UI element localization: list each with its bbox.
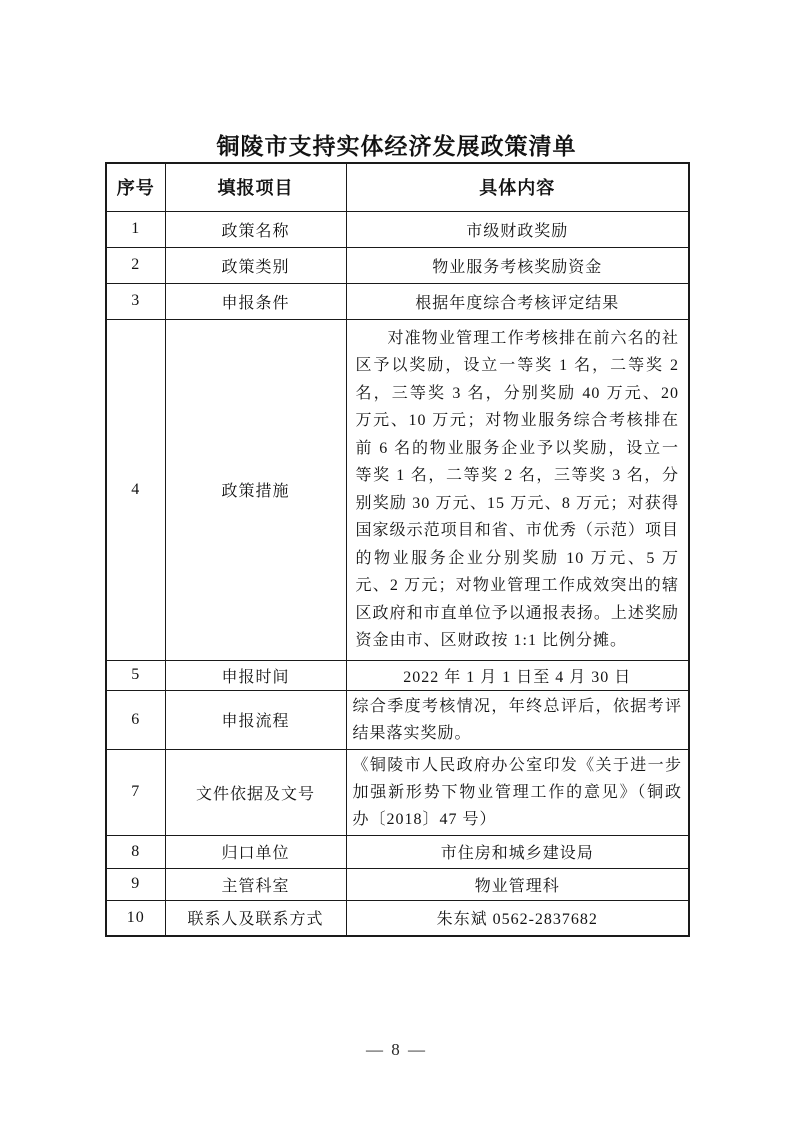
row-item-label: 归口单位 — [165, 835, 346, 868]
row-number: 8 — [106, 835, 165, 868]
table-row — [106, 690, 689, 749]
row-content: 综合季度考核情况，年终总评后，依据考评结果落实奖励。 — [346, 690, 689, 749]
table-row — [106, 211, 689, 247]
header-specific-content: 具体内容 — [346, 163, 689, 211]
row-number: 9 — [106, 868, 165, 900]
policy-table — [105, 162, 690, 937]
row-item-label: 联系人及联系方式 — [165, 900, 346, 936]
row-content: 《铜陵市人民政府办公室印发《关于进一步加强新形势下物业管理工作的意见》（铜政办〔2018〕47 号） — [346, 749, 689, 835]
row-number: 4 — [106, 319, 165, 660]
row-number: 3 — [106, 283, 165, 319]
row-item-label: 文件依据及文号 — [165, 749, 346, 835]
table-row — [106, 868, 689, 900]
row-content: 朱东斌 0562-2837682 — [346, 900, 689, 936]
row-item-label: 申报流程 — [165, 690, 346, 749]
row-item-label: 主管科室 — [165, 868, 346, 900]
table-row — [106, 283, 689, 319]
row-number: 7 — [106, 749, 165, 835]
row-content: 2022 年 1 月 1 日至 4 月 30 日 — [346, 660, 689, 690]
row-item-label: 政策类别 — [165, 247, 346, 283]
header-report-item: 填报项目 — [165, 163, 346, 211]
row-content — [346, 319, 689, 660]
row-number: 1 — [106, 211, 165, 247]
table-row — [106, 660, 689, 690]
row-item-label: 政策措施 — [165, 319, 346, 660]
table-row — [106, 749, 689, 835]
row-item-label: 申报时间 — [165, 660, 346, 690]
table-row — [106, 319, 689, 660]
row-content: 根据年度综合考核评定结果 — [346, 283, 689, 319]
row-number: 10 — [106, 900, 165, 936]
policy-measures-text: 对准物业管理工作考核排在前六名的社区予以奖励，设立一等奖 1 名，二等奖 2 名，三等奖 3 名，分别奖励 40 万元、20 万元、10 万元；对物业服务综合考核排在前 6 名的物业服务企业予以奖励，设立一等奖 1 名，二等奖 2 名，三等奖 3 名，分别奖励 30 万元、15 万元、8 万元；对获得国家级示范项目和省、市优秀（示范）项目的物业服务企业分别奖励 10 万元、5 万元、2 万元；对物业管理工作成效突出的辖区政府和市直单位予以通报表扬。上述奖励资金由市、区财政按 1:1 比例分摊。 — [355, 329, 679, 649]
row-number: 5 — [106, 660, 165, 690]
table-row — [106, 247, 689, 283]
table-row — [106, 900, 689, 936]
page-number: — 8 — — [366, 1040, 427, 1059]
header-serial-number: 序号 — [106, 163, 165, 211]
row-number: 2 — [106, 247, 165, 283]
row-number: 6 — [106, 690, 165, 749]
row-item-label: 申报条件 — [165, 283, 346, 319]
row-item-label: 政策名称 — [165, 211, 346, 247]
row-content: 市级财政奖励 — [346, 211, 689, 247]
row-content: 市住房和城乡建设局 — [346, 835, 689, 868]
table-row — [106, 835, 689, 868]
row-content: 物业管理科 — [346, 868, 689, 900]
table-header-row — [106, 163, 689, 211]
row-content: 物业服务考核奖励资金 — [346, 247, 689, 283]
document-title: 铜陵市支持实体经济发展政策清单 — [216, 134, 577, 159]
